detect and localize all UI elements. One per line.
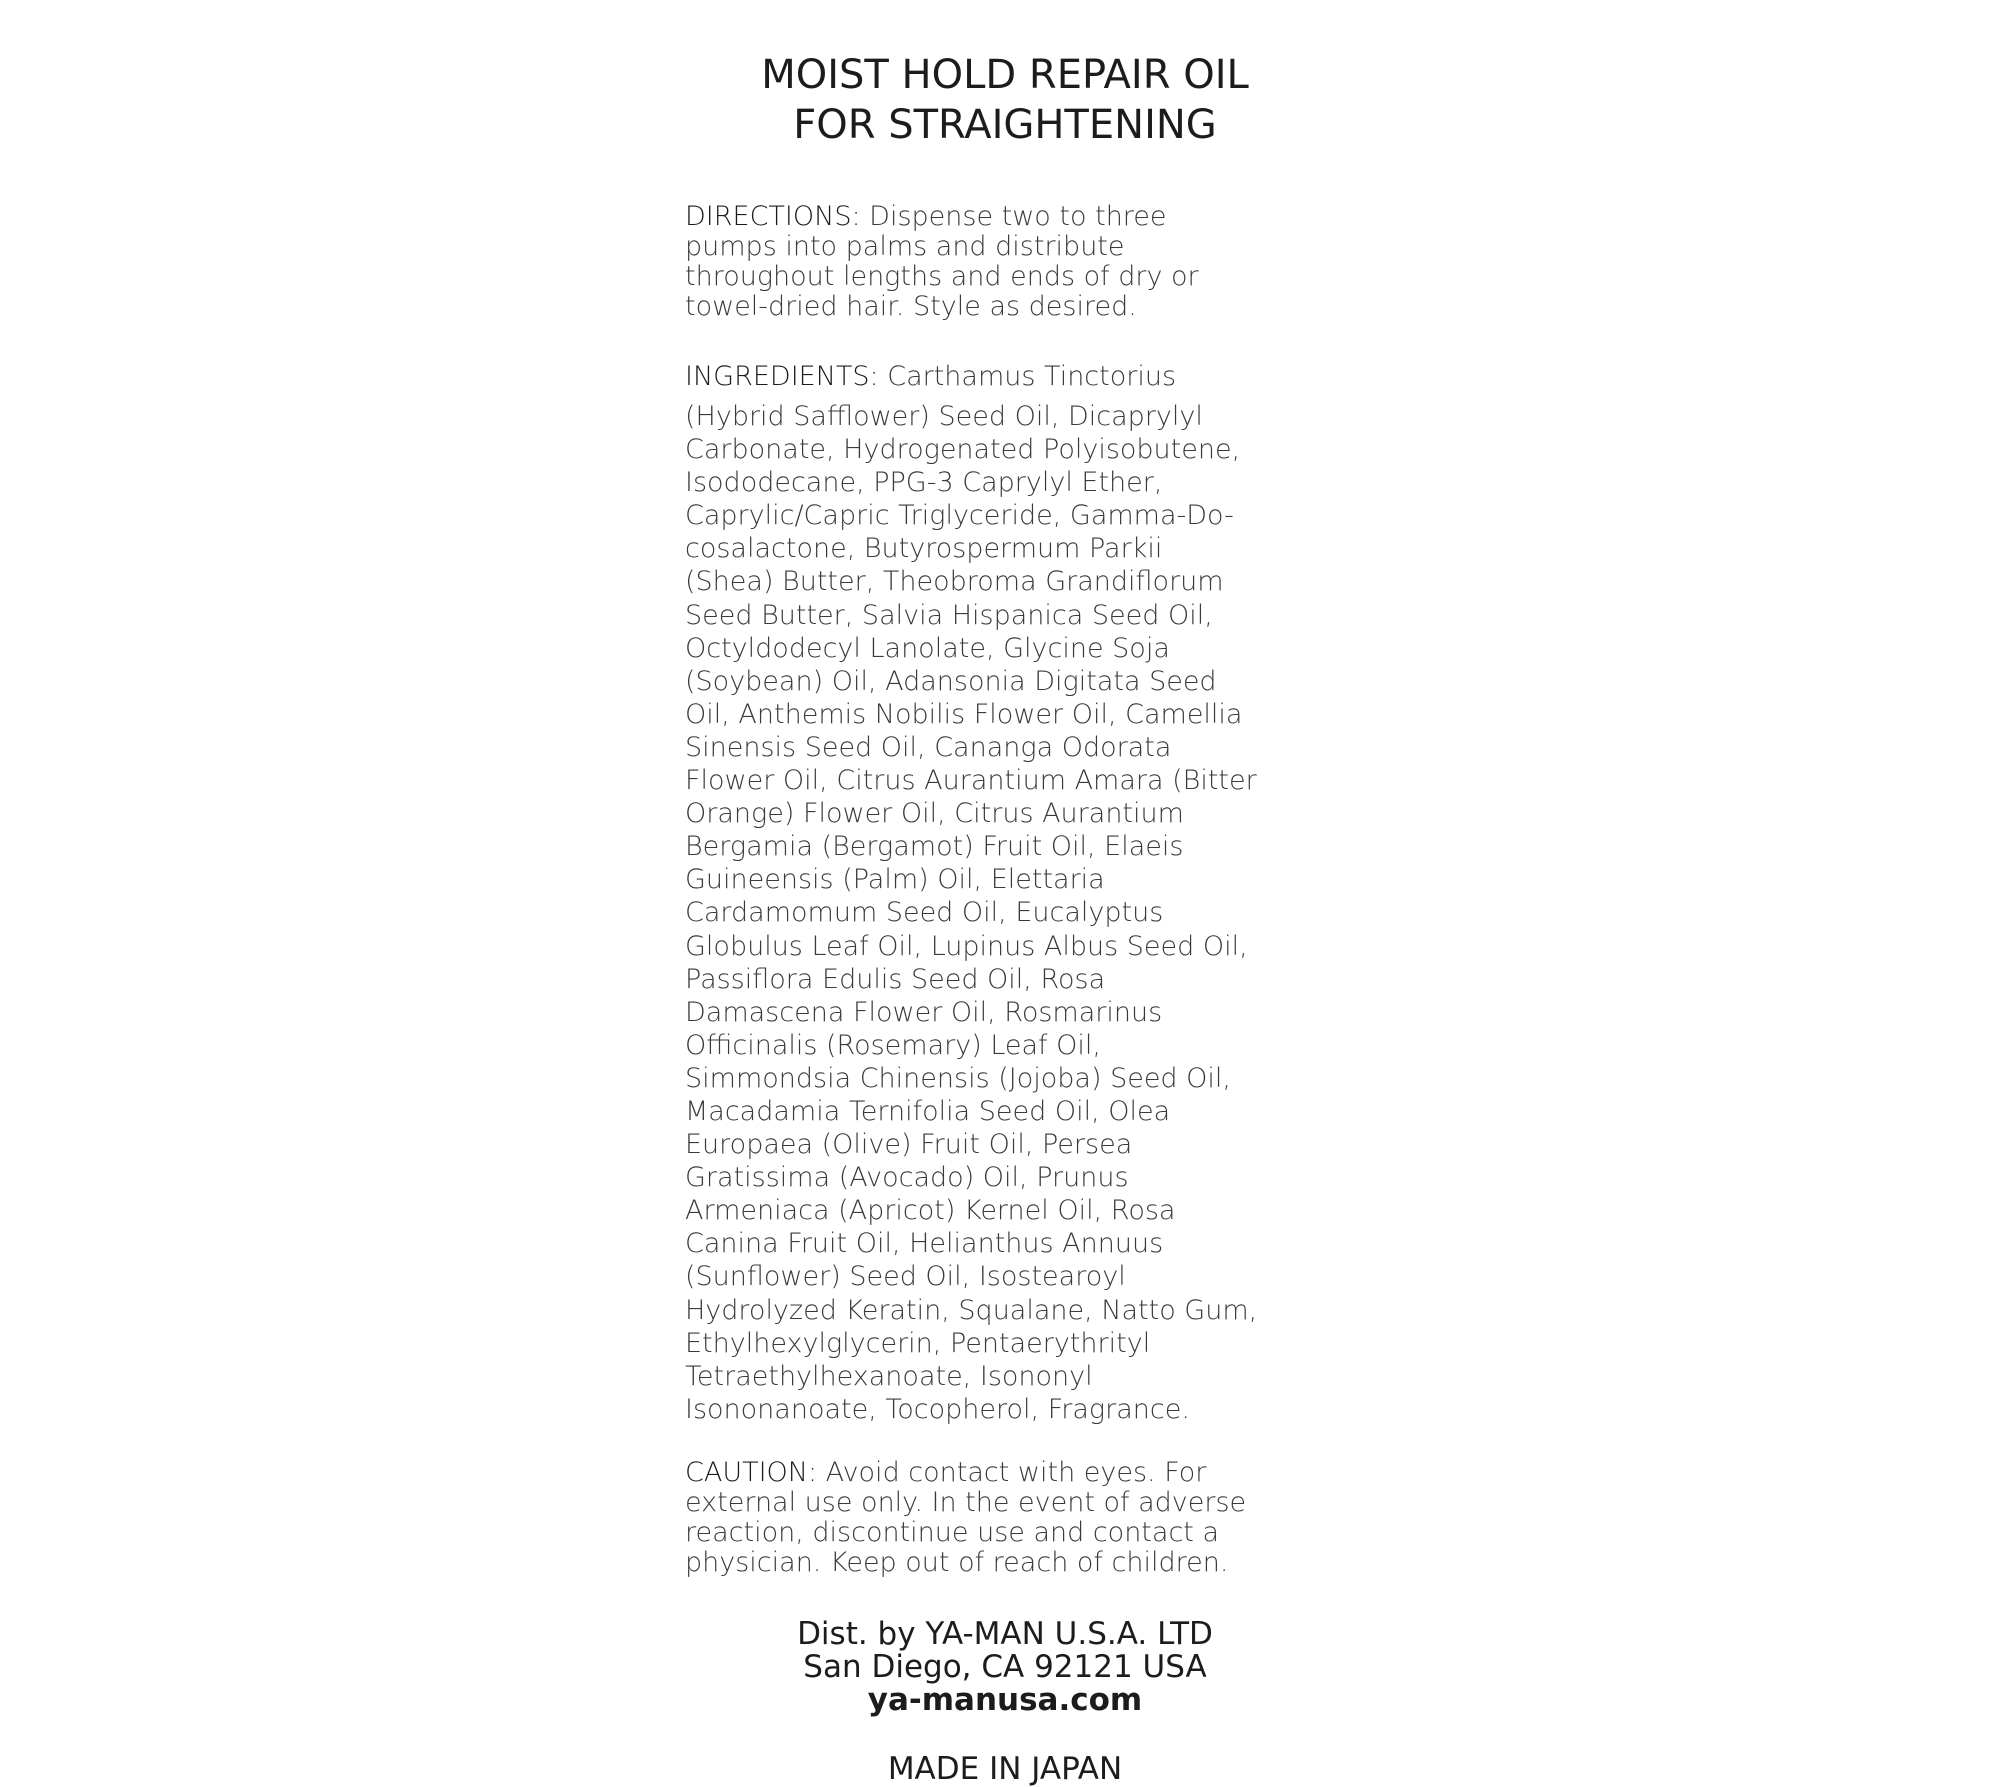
ingredients-text-line: Isononanoate, Tocopherol, Fragrance. — [685, 1393, 1190, 1425]
product-title-line-1: MOIST HOLD REPAIR OIL — [761, 52, 1249, 98]
ingredients-text-line: (Hybrid Safflower) Seed Oil, Dicaprylyl — [685, 401, 1203, 432]
ingredients-heading: INGREDIENTS: — [685, 361, 879, 392]
ingredients-text-line: Seed Butter, Salvia Hispanica Seed Oil, — [685, 599, 1213, 631]
caution-heading: CAUTION: — [685, 1457, 818, 1488]
ingredients-text-line: Caprylic/Capric Triglyceride, Gamma-Do- — [685, 500, 1234, 532]
distributor-block — [685, 1618, 1325, 1717]
ingredients-text-line: Flower Oil, Citrus Aurantium Amara (Bitter — [685, 765, 1257, 797]
caution-text-line: physician. Keep out of reach of children. — [685, 1547, 1229, 1578]
caution-text-line: Avoid contact with eyes. For — [817, 1457, 1207, 1488]
ingredients-text-line: Oil, Anthemis Nobilis Flower Oil, Camellia — [685, 698, 1243, 730]
directions-text-line: Dispense two to three — [860, 201, 1167, 232]
ingredients-text-line: cosalactone, Butyrospermum Parkii — [685, 533, 1163, 565]
directions-text-line: pumps into palms and distribute — [685, 231, 1125, 262]
ingredients-text-line: Hydrolyzed Keratin, Squalane, Natto Gum, — [685, 1294, 1258, 1326]
ingredients-list — [685, 400, 1325, 1426]
ingredients-text-line: Macadamia Ternifolia Seed Oil, Olea — [685, 1095, 1171, 1127]
distributor-address: San Diego, CA 92121 USA — [803, 1649, 1207, 1685]
directions-text-line: throughout lengths and ends of dry or — [685, 261, 1199, 292]
ingredients-text-line: (Soybean) Oil, Adansonia Digitata Seed — [685, 665, 1217, 697]
ingredients-text-line: Simmondsia Chinensis (Jojoba) Seed Oil, — [685, 1062, 1231, 1094]
caution-section — [685, 1458, 1325, 1578]
ingredients-heading-line — [685, 362, 1325, 392]
directions-heading: DIRECTIONS: — [685, 201, 861, 232]
country-of-origin: MADE IN JAPAN — [887, 1751, 1123, 1787]
ingredients-text-line: Carthamus Tinctorius — [878, 361, 1177, 392]
ingredients-text-line: Octyldodecyl Lanolate, Glycine Soja — [685, 632, 1170, 664]
ingredients-text-line: Armeniaca (Apricot) Kernel Oil, Rosa — [685, 1195, 1176, 1227]
caution-text-line: external use only. In the event of adverse — [685, 1487, 1247, 1518]
ingredients-text-line: Orange) Flower Oil, Citrus Aurantium — [685, 798, 1184, 830]
product-title — [685, 50, 1325, 150]
ingredients-text-line: Europaea (Olive) Fruit Oil, Persea — [685, 1129, 1133, 1161]
ingredients-text-line: Gratissima (Avocado) Oil, Prunus — [685, 1162, 1129, 1194]
ingredients-text-line: Canina Fruit Oil, Helianthus Annuus — [685, 1228, 1164, 1260]
distributor-website: ya-manusa.com — [867, 1682, 1143, 1718]
ingredients-text-line: Officinalis (Rosemary) Leaf Oil, — [685, 1029, 1101, 1061]
ingredients-text-line: Tetraethylhexanoate, Isononyl — [685, 1360, 1093, 1392]
caution-text-line: reaction, discontinue use and contact a — [685, 1517, 1220, 1548]
ingredients-text-line: (Shea) Butter, Theobroma Grandiflorum — [685, 566, 1224, 598]
directions-text-line: towel-dried hair. Style as desired. — [685, 291, 1137, 322]
ingredients-text-line: Carbonate, Hydrogenated Polyisobutene, — [685, 434, 1241, 466]
ingredients-text-line: Globulus Leaf Oil, Lupinus Albus Seed Oil, — [685, 930, 1248, 962]
distributor-name: Dist. by YA-MAN U.S.A. LTD — [797, 1616, 1213, 1652]
directions-section — [685, 202, 1325, 322]
ingredients-text-line: Ethylhexylglycerin, Pentaerythrityl — [685, 1327, 1151, 1359]
ingredients-text-line: Guineensis (Palm) Oil, Elettaria — [685, 864, 1105, 896]
ingredients-text-line: Passiflora Edulis Seed Oil, Rosa — [685, 963, 1106, 995]
ingredients-text-line: Isododecane, PPG-3 Caprylyl Ether, — [685, 467, 1163, 499]
ingredients-text-line: Damascena Flower Oil, Rosmarinus — [685, 996, 1163, 1028]
ingredients-text-line: (Sunflower) Seed Oil, Isostearoyl — [685, 1261, 1126, 1293]
ingredients-text-line: Bergamia (Bergamot) Fruit Oil, Elaeis — [685, 831, 1184, 863]
ingredients-text-line: Sinensis Seed Oil, Cananga Odorata — [685, 731, 1172, 763]
product-title-line-2: FOR STRAIGHTENING — [793, 102, 1217, 148]
ingredients-text-line: Cardamomum Seed Oil, Eucalyptus — [685, 897, 1164, 929]
